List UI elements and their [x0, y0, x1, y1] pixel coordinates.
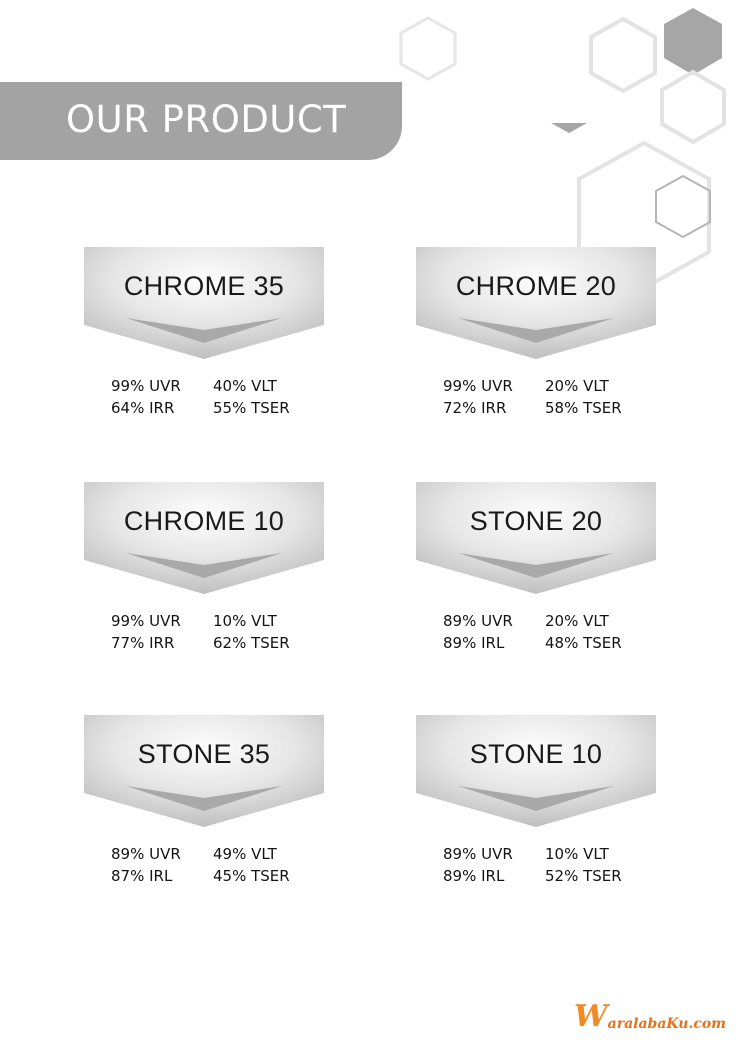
label-shape — [416, 247, 656, 365]
product-label — [84, 715, 324, 833]
label-shape — [84, 482, 324, 600]
hexagon-outline-small — [656, 176, 710, 237]
spec-uvr: 99% UVR — [111, 377, 181, 395]
product-specs — [111, 845, 313, 885]
spec-tser: 45% TSER — [213, 867, 290, 885]
spec-uvr: 89% UVR — [443, 845, 513, 863]
product-card-chrome-10 — [84, 482, 324, 652]
product-label — [84, 482, 324, 600]
hexagon-filled — [664, 8, 722, 75]
spec-ir: 72% IRR — [443, 399, 507, 417]
spec-tser: 58% TSER — [545, 399, 622, 417]
product-specs — [111, 612, 313, 652]
triangle-marker — [551, 123, 587, 133]
spec-uvr: 89% UVR — [443, 612, 513, 630]
spec-uvr: 99% UVR — [111, 612, 181, 630]
spec-ir: 64% IRR — [111, 399, 175, 417]
label-shape — [84, 247, 324, 365]
product-specs — [443, 612, 645, 652]
watermark-text: aralabaKu.com — [607, 1016, 726, 1032]
product-card-chrome-20 — [416, 247, 656, 417]
label-shape — [416, 715, 656, 833]
spec-vlt: 49% VLT — [213, 845, 277, 863]
spec-vlt: 10% VLT — [545, 845, 609, 863]
spec-ir: 89% IRL — [443, 634, 505, 652]
product-name: STONE 10 — [469, 739, 603, 769]
hexagon-outline-3 — [662, 72, 724, 142]
spec-tser: 48% TSER — [545, 634, 622, 652]
product-card-stone-10 — [416, 715, 656, 885]
page-title: OUR PRODUCT — [66, 98, 347, 141]
label-shape — [416, 482, 656, 600]
spec-uvr: 99% UVR — [443, 377, 513, 395]
watermark-logo — [573, 999, 726, 1034]
spec-tser: 55% TSER — [213, 399, 290, 417]
product-label — [416, 482, 656, 600]
spec-ir: 89% IRL — [443, 867, 505, 885]
product-name: CHROME 35 — [123, 271, 285, 301]
product-card-stone-35 — [84, 715, 324, 885]
product-name: CHROME 20 — [455, 271, 617, 301]
product-name: STONE 35 — [137, 739, 271, 769]
spec-tser: 52% TSER — [545, 867, 622, 885]
spec-vlt: 10% VLT — [213, 612, 277, 630]
product-label — [416, 247, 656, 365]
hexagon-outline-2 — [591, 19, 655, 91]
product-label — [416, 715, 656, 833]
hexagon-outline-1 — [401, 18, 455, 79]
label-shape — [84, 715, 324, 833]
spec-ir: 87% IRL — [111, 867, 173, 885]
spec-vlt: 20% VLT — [545, 377, 609, 395]
spec-vlt: 40% VLT — [213, 377, 277, 395]
product-label — [84, 247, 324, 365]
watermark-initial: W — [573, 999, 608, 1034]
product-name: STONE 20 — [469, 506, 603, 536]
spec-tser: 62% TSER — [213, 634, 290, 652]
product-specs — [443, 377, 645, 417]
spec-uvr: 89% UVR — [111, 845, 181, 863]
product-card-chrome-35 — [84, 247, 324, 417]
product-name: CHROME 10 — [123, 506, 285, 536]
product-specs — [443, 845, 645, 885]
spec-ir: 77% IRR — [111, 634, 175, 652]
product-specs — [111, 377, 313, 417]
spec-vlt: 20% VLT — [545, 612, 609, 630]
product-card-stone-20 — [416, 482, 656, 652]
